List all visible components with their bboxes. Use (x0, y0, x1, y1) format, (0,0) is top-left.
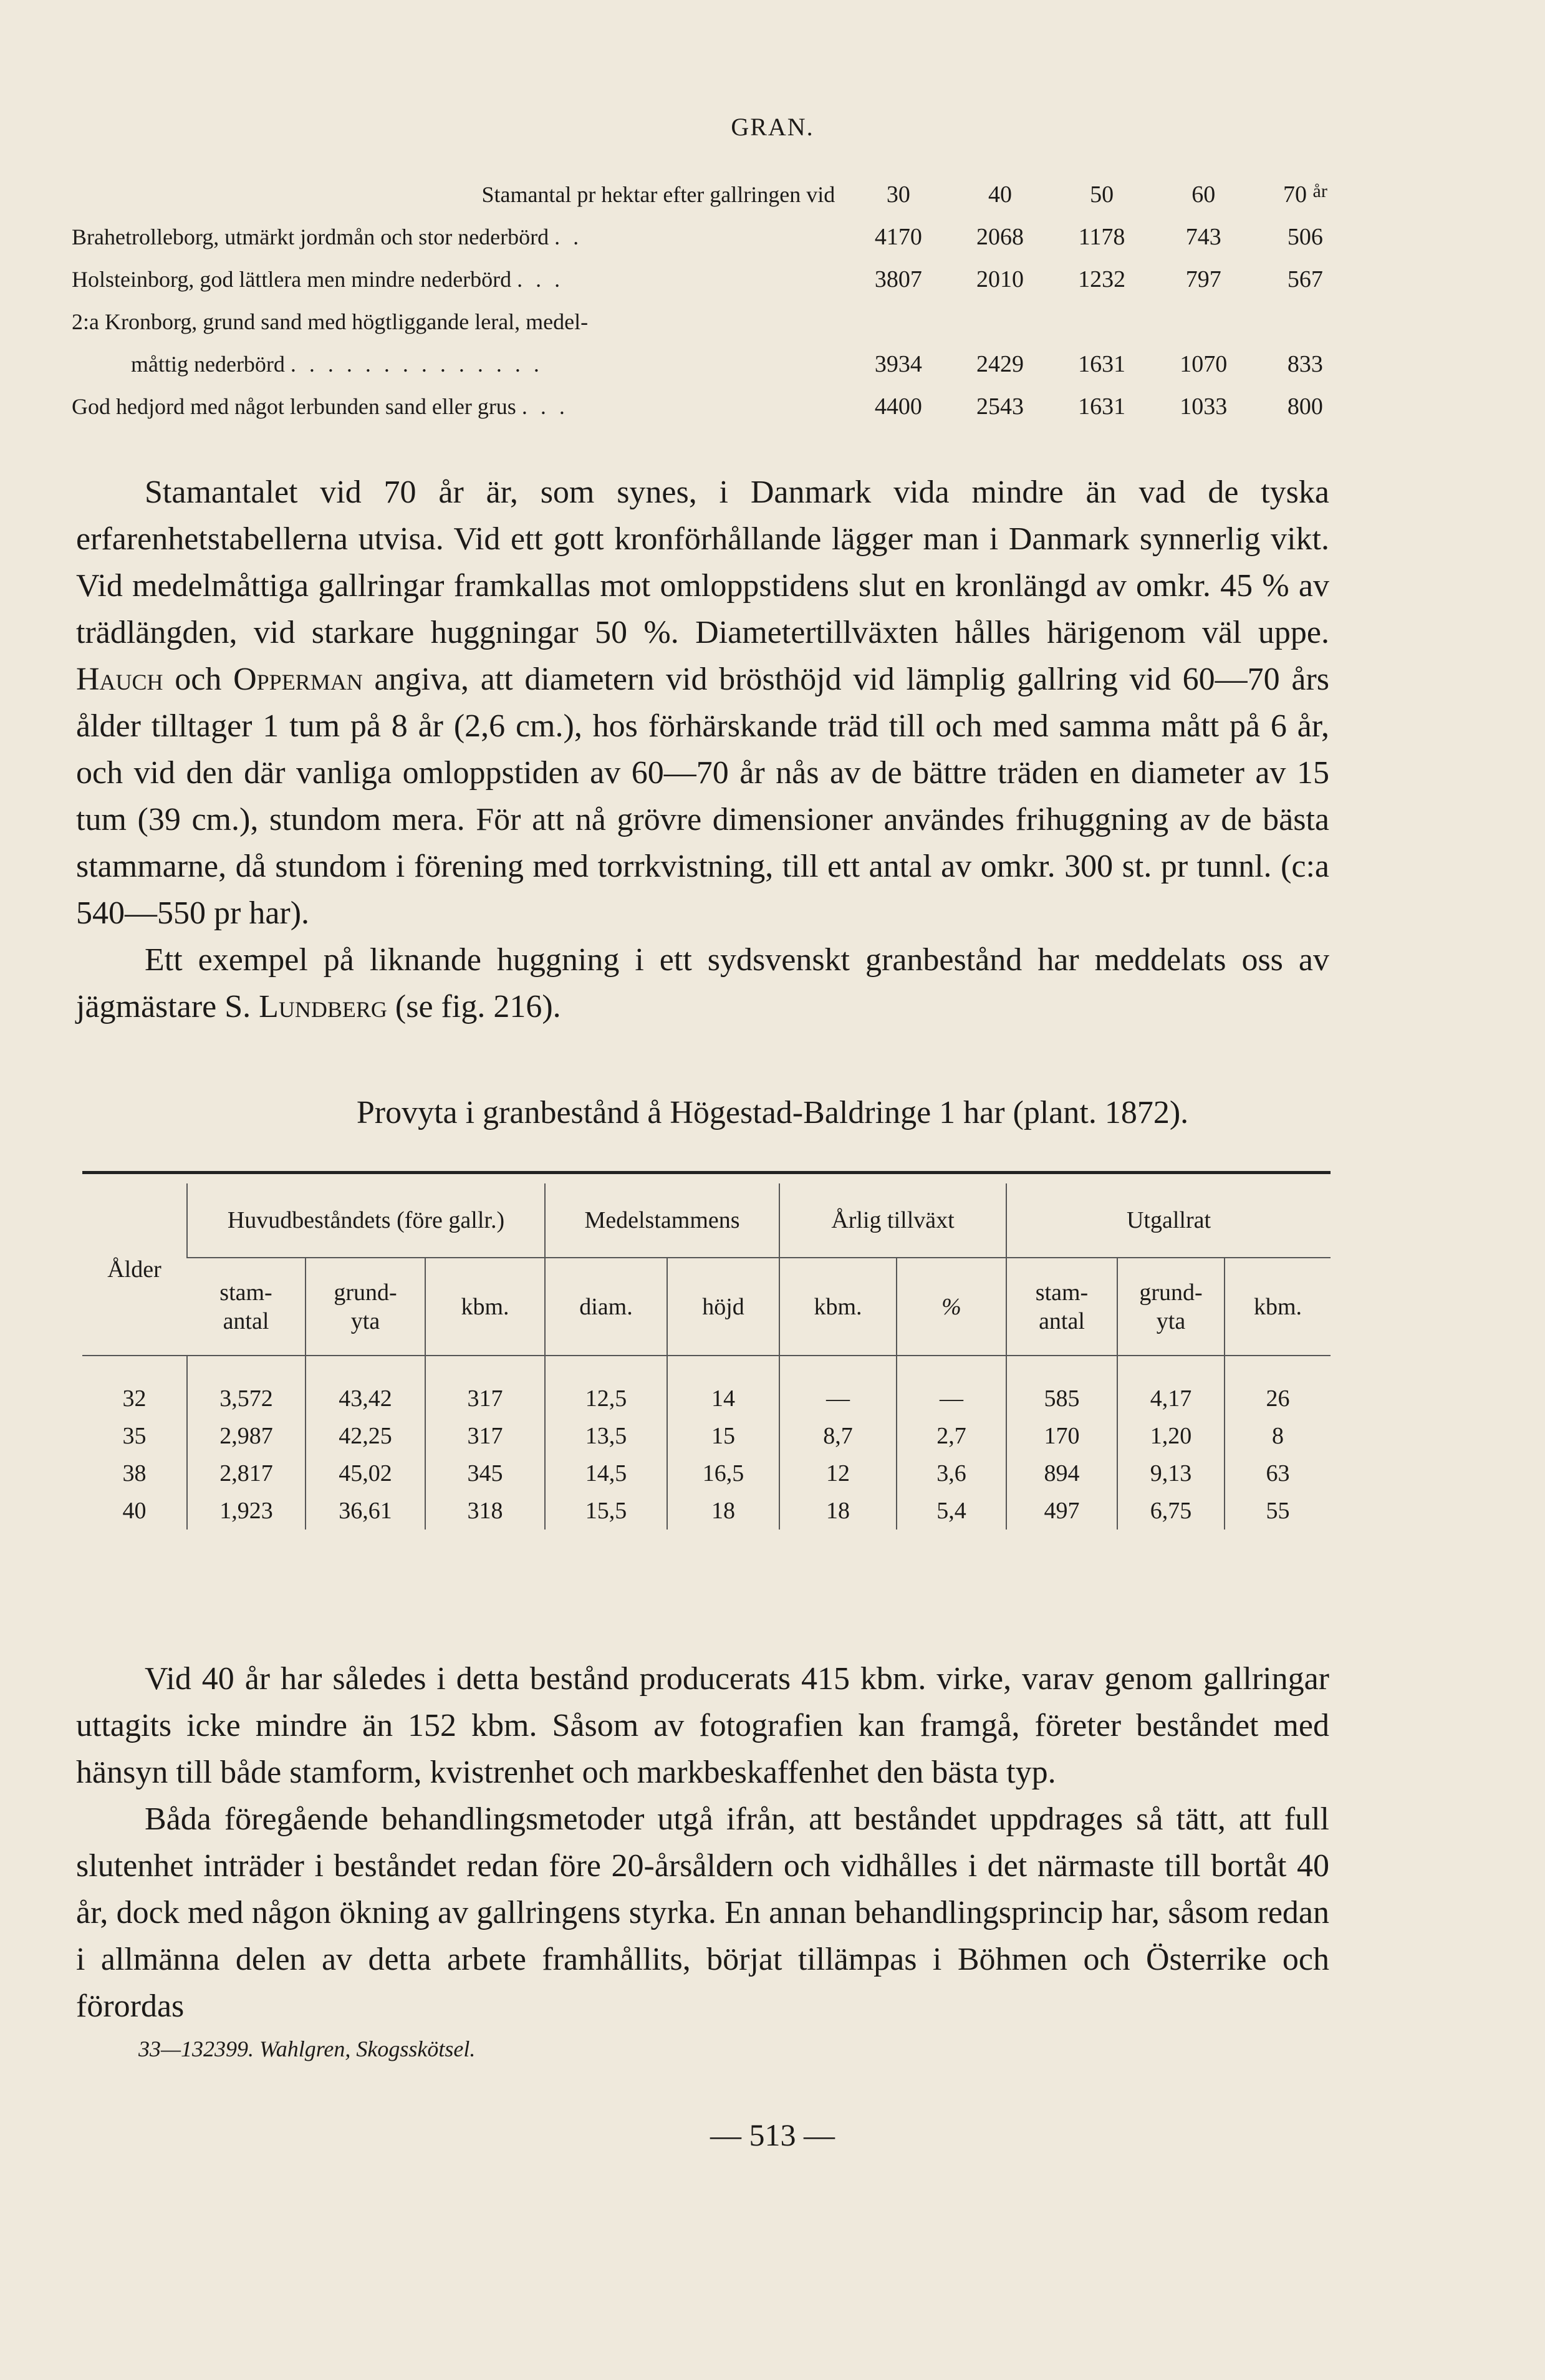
row-label-text: God hedjord med något lerbunden sand eller grus (72, 394, 516, 419)
group-header: Årlig tillväxt (779, 1183, 1006, 1258)
cell: 3,6 (897, 1455, 1006, 1492)
cell-value: 1178 (1078, 224, 1125, 250)
cell-value: 797 (1185, 266, 1221, 292)
author-name: Hauch (76, 662, 163, 697)
cell: 317 (425, 1380, 545, 1417)
table-row (82, 1455, 1331, 1492)
cell: 12 (779, 1455, 897, 1492)
row-label-text: Brahetrolleborg, utmärkt jordmån och stor nederbörd (72, 224, 549, 249)
cell-value: 4170 (874, 224, 922, 250)
cell: 14 (667, 1380, 779, 1417)
page-number: — 513 — (710, 2117, 835, 2152)
cell: 35 (122, 1423, 147, 1449)
group-header: Utgallrat (1006, 1183, 1331, 1258)
cell: 317 (425, 1417, 545, 1455)
leader-dots: . . . (521, 394, 569, 419)
cell: 5,4 (897, 1492, 1006, 1530)
stamantal-heading: Stamantal pr hektar efter gallringen vid (481, 182, 835, 207)
cell-value: 2429 (976, 351, 1024, 377)
cell: 18 (667, 1492, 779, 1530)
cell: 2,987 (187, 1417, 306, 1455)
cell-value: 833 (1287, 351, 1323, 377)
table-row (82, 1380, 1331, 1417)
year-header: 50 (1090, 181, 1114, 208)
cell-value: 800 (1287, 393, 1323, 420)
cell: 3,572 (187, 1380, 306, 1417)
table-row (82, 1417, 1331, 1455)
group-header: Medelstammens (545, 1183, 779, 1258)
cell: 1,20 (1117, 1417, 1225, 1455)
stamantal-heading-row (72, 173, 1356, 216)
paragraph-text: angiva, att diametern vid brösthöjd vid lämplig gallring vid 60—70 års ålder tilltager 1 tum på 8 år (2,6 cm.), hos förhärskande träd till och med samma mått på 6 år, och vid den där vanliga omloppstiden av 60—70 år nås av de bättre träden en diameter av 15 tum (39 cm.), stundom mera. För att nå grövre dimensioner användes frihuggning av de bästa stammarne, då stundom i förening med torrkvistning, till ett antal av omkr. 300 st. pr tunnl. (c:a 540—550 pr har). (76, 662, 1330, 931)
table-row (82, 1492, 1331, 1530)
subcol-header: diam. (545, 1258, 667, 1356)
cell: 13,5 (545, 1417, 667, 1455)
year-header: 60 (1191, 181, 1216, 208)
table-header-row (82, 1183, 1331, 1258)
row-label-text: Holsteinborg, god lättlera men mindre nederbörd (72, 267, 512, 292)
table-top-rule (82, 1171, 1331, 1174)
person-name: Lundberg (259, 989, 387, 1024)
year-value: 70 (1283, 181, 1307, 208)
leader-dots: . . . (517, 267, 564, 292)
cell-value: 4400 (874, 393, 922, 420)
cell: — (897, 1380, 1006, 1417)
cell-value: 506 (1287, 224, 1323, 250)
stamantal-row (72, 343, 1356, 385)
paragraph: Båda föregående behandlingsmetoder utgå ifrån, att beståndet uppdrages så tätt, att full slutenhet inträder i beståndet redan före 20-årsåldern och vidhålles i det närmaste till bortåt 40 år, dock med någon ökning av gallringens styrka. En annan behandlingsprincip har, såsom redan i allmänna delen av detta arbete framhållits, börjat tillämpas i Böhmen och Österrike och förordas (76, 1801, 1329, 2024)
cell: 16,5 (667, 1455, 779, 1492)
cell: 38 (122, 1460, 147, 1486)
cell: 1,923 (187, 1492, 306, 1530)
cell: 42,25 (306, 1417, 425, 1455)
cell-value: 1070 (1180, 351, 1228, 377)
cell-value: 1232 (1078, 266, 1126, 292)
year-header (1254, 173, 1356, 216)
cell: 40 (122, 1498, 147, 1524)
cell: 15,5 (545, 1492, 667, 1530)
paragraph-text: Ett exempel på liknande huggning i ett sydsvenskt granbestånd har meddelats oss av jägmästare S. (76, 942, 1329, 1024)
printer-footnote: 33—132399. Wahlgren, Skogsskötsel. (138, 2036, 476, 2061)
paragraph: Vid 40 år har således i detta bestånd producerats 415 kbm. virke, varav genom gallringar uttagits icke mindre än 152 kbm. Såsom av fotografien kan framgå, företer beståndet med hänsyn till både stamform, kvistrenhet och markbeskaffenhet den bästa typ. (76, 1661, 1329, 1790)
provyta-table (82, 1183, 1331, 1530)
year-header: 30 (886, 181, 910, 208)
row-label (72, 216, 847, 258)
row-label-text: måttig nederbörd (131, 352, 285, 377)
cell: 170 (1006, 1417, 1117, 1455)
cell: 8 (1225, 1417, 1331, 1455)
cell-value: 2010 (976, 266, 1024, 292)
leader-dots: . . (554, 224, 583, 249)
cell-value: 3934 (874, 351, 922, 377)
cell-value: 2543 (976, 393, 1024, 420)
stamantal-table (72, 173, 1356, 428)
cell: 2,817 (187, 1455, 306, 1492)
cell: 15 (667, 1417, 779, 1455)
body-section-1 (76, 469, 1329, 1030)
author-name: Opperman (233, 662, 363, 697)
stamantal-row (72, 258, 1356, 301)
cell: 8,7 (779, 1417, 897, 1455)
year-unit: år (1312, 181, 1327, 201)
subcol-header: grund-yta (1117, 1258, 1225, 1356)
cell-value: 1033 (1180, 393, 1228, 420)
group-header: Huvudbeståndets (före gallr.) (187, 1183, 545, 1258)
year-header: 40 (988, 181, 1012, 208)
paragraph-text: Stamantalet vid 70 år är, som synes, i Danmark vida mindre än vad de tyska erfarenhetstabellerna utvisa. Vid ett gott kronförhållande lägger man i Danmark synnerlig vikt. Vid medelmåttiga gallringar framkallas mot omloppstidens slut en kronlängd av omkr. 45 % av trädlängden, vid starkare huggningar 50 %. Diametertillväxten hålles härigenom väl uppe. (76, 475, 1329, 650)
running-header: GRAN. (731, 113, 814, 141)
cell: 43,42 (306, 1380, 425, 1417)
cell: 36,61 (306, 1492, 425, 1530)
cell: 894 (1006, 1455, 1117, 1492)
paragraph (76, 937, 1329, 1030)
subcol-header: grund-yta (306, 1258, 425, 1356)
cell-value: 2068 (976, 224, 1024, 250)
subcol-header: stam-antal (1006, 1258, 1117, 1356)
paragraph-text: (se fig. 216). (395, 989, 561, 1024)
cell: 63 (1225, 1455, 1331, 1492)
cell-value: 567 (1287, 266, 1323, 292)
cell: 14,5 (545, 1455, 667, 1492)
cell-value: 3807 (874, 266, 922, 292)
subcol-header: % (897, 1258, 1006, 1356)
subcol-header: höjd (667, 1258, 779, 1356)
cell: 4,17 (1117, 1380, 1225, 1417)
stamantal-row-label-line1 (72, 301, 1356, 343)
leader-dots: . . . . . . . . . . . . . . (290, 352, 543, 377)
body-section-2 (76, 1655, 1329, 2030)
cell: 497 (1006, 1492, 1117, 1530)
cell-value: 1631 (1078, 351, 1126, 377)
cell-value: 743 (1185, 224, 1221, 250)
row-label (72, 385, 847, 428)
row-label (72, 258, 847, 301)
cell: 12,5 (545, 1380, 667, 1417)
cell: 9,13 (1117, 1455, 1225, 1492)
table-caption: Provyta i granbestånd å Högestad-Baldringe 1 har (plant. 1872). (356, 1095, 1189, 1130)
cell: 345 (425, 1455, 545, 1492)
table-subheader-row (82, 1258, 1331, 1356)
subcol-header: kbm. (1225, 1258, 1331, 1356)
cell: 45,02 (306, 1455, 425, 1492)
cell: 6,75 (1117, 1492, 1225, 1530)
cell: 55 (1225, 1492, 1331, 1530)
col-header-alder: Ålder (82, 1183, 187, 1356)
cell: 26 (1225, 1380, 1331, 1417)
row-label (72, 343, 847, 385)
subcol-header: stam-antal (187, 1258, 306, 1356)
subcol-header: kbm. (425, 1258, 545, 1356)
cell: 32 (122, 1385, 147, 1412)
cell: — (779, 1380, 897, 1417)
subcol-header: kbm. (779, 1258, 897, 1356)
cell: 318 (425, 1492, 545, 1530)
cell: 2,7 (897, 1417, 1006, 1455)
paragraph (76, 469, 1329, 937)
cell: 18 (779, 1492, 897, 1530)
conjunction: och (175, 662, 222, 697)
cell: 585 (1006, 1380, 1117, 1417)
stamantal-row (72, 216, 1356, 258)
cell-value: 1631 (1078, 393, 1126, 420)
row-label-text: 2:a Kronborg, grund sand med högtliggande leral, medel- (72, 309, 589, 334)
stamantal-row (72, 385, 1356, 428)
